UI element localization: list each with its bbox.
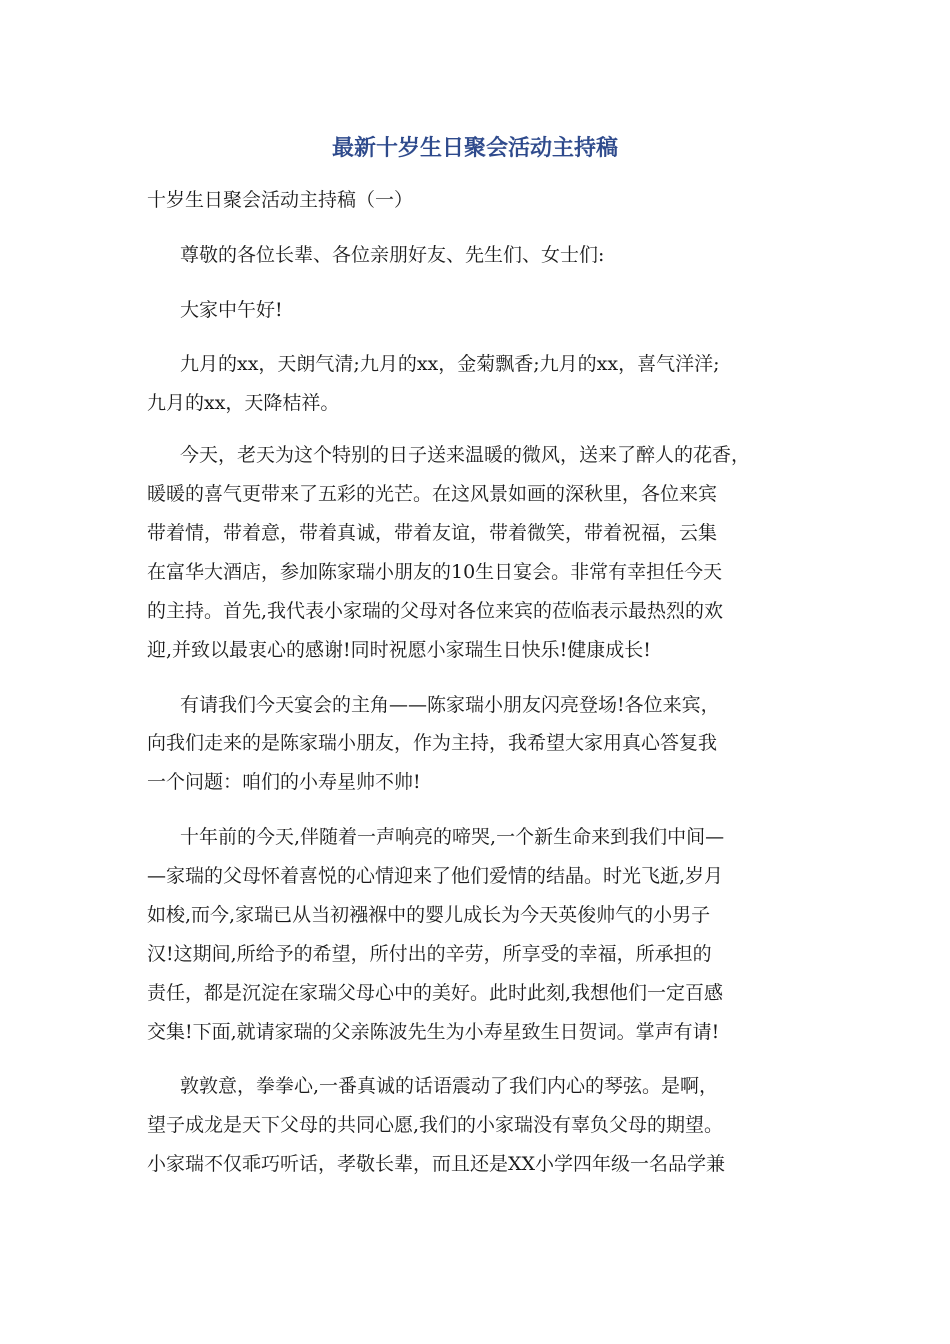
paragraph-line: 交集!下面,就请家瑞的父亲陈波先生为小寿星致生日贺词。掌声有请! — [147, 1021, 720, 1043]
greeting-noon: 大家中午好! — [180, 299, 283, 321]
paragraph-line: 如梭,而今,家瑞已从当初襁褓中的婴儿成长为今天英俊帅气的小男子 — [147, 904, 711, 926]
paragraph-line: 望子成龙是天下父母的共同心愿,我们的小家瑞没有辜负父母的期望。 — [147, 1114, 724, 1136]
paragraph-line: 九月的xx，天降桔祥。 — [147, 392, 340, 414]
paragraph-line: 敦敦意，拳拳心,一番真诚的话语震动了我们内心的琴弦。是啊， — [180, 1075, 719, 1097]
paragraph-line: 暖暖的喜气更带来了五彩的光芒。在这风景如画的深秋里，各位来宾 — [147, 483, 718, 505]
greeting-line: 尊敬的各位长辈、各位亲朋好友、先生们、女士们: — [180, 244, 605, 266]
paragraph-line: 责任，都是沉淀在家瑞父母心中的美好。此时此刻,我想他们一定百感 — [147, 982, 724, 1004]
section-heading: 十岁生日聚会活动主持稿（一） — [147, 189, 414, 211]
paragraph-line: 在富华大酒店，参加陈家瑞小朋友的10生日宴会。非常有幸担任今天 — [147, 561, 723, 583]
paragraph-line: 迎,并致以最衷心的感谢!同时祝愿小家瑞生日快乐!健康成长! — [147, 639, 651, 661]
paragraph-line: —家瑞的父母怀着喜悦的心情迎来了他们爱情的结晶。时光飞逝,岁月 — [147, 865, 724, 887]
paragraph-line: 十年前的今天,伴随着一声响亮的啼哭,一个新生命来到我们中间— — [180, 826, 725, 848]
paragraph-line: 一个问题：咱们的小寿星帅不帅! — [147, 771, 421, 793]
paragraph-line: 的主持。首先,我代表小家瑞的父母对各位来宾的莅临表示最热烈的欢 — [147, 600, 724, 622]
paragraph-line: 九月的xx，天朗气清;九月的xx，金菊飘香;九月的xx，喜气洋洋; — [180, 353, 720, 375]
paragraph-line: 汉!这期间,所给予的希望，所付出的辛劳，所享受的幸福，所承担的 — [147, 943, 712, 965]
paragraph-line: 带着情，带着意，带着真诚，带着友谊，带着微笑，带着祝福，云集 — [147, 522, 718, 544]
paragraph-line: 小家瑞不仅乖巧听话，孝敬长辈，而且还是XX小学四年级一名品学兼 — [147, 1153, 726, 1175]
paragraph-line: 今天，老天为这个特别的日子送来温暖的微风，送来了醉人的花香， — [180, 444, 751, 466]
document-title: 最新十岁生日聚会活动主持稿 — [331, 136, 618, 161]
paragraph-line: 有请我们今天宴会的主角——陈家瑞小朋友闪亮登场!各位来宾， — [180, 694, 720, 716]
paragraph-line: 向我们走来的是陈家瑞小朋友，作为主持，我希望大家用真心答复我 — [147, 732, 718, 754]
